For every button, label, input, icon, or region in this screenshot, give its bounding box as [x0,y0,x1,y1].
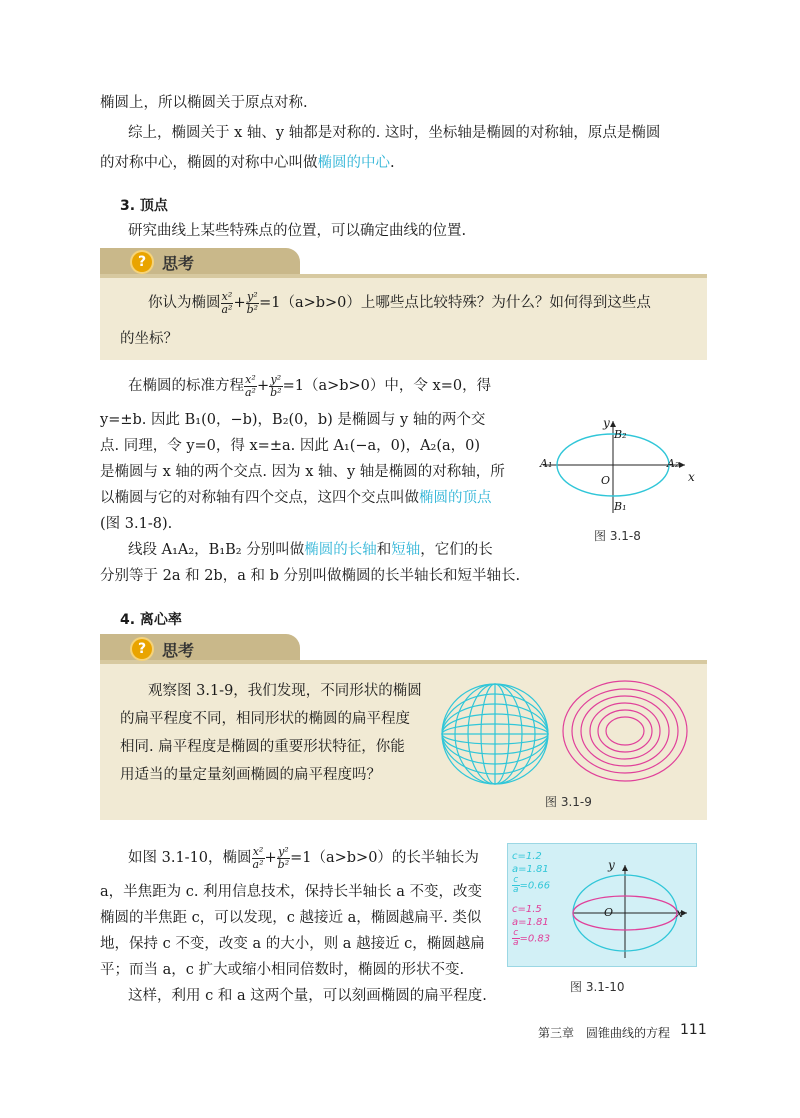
page-number: 111 [680,1022,707,1038]
think-2-title: 思考 [162,641,195,660]
section-4-heading: 4. 离心率 [120,612,182,628]
question-icon: ? [132,639,152,659]
param-c2: c=1.5 [512,904,542,915]
term-ellipse-vertex: 椭圆的顶点 [419,490,492,506]
ecc-line-2: a，半焦距为 c. 利用信息技术，保持长半轴长 a 不变，改变 [100,884,482,900]
intro-line-3-end: . [390,155,395,171]
ecc-line-3: 椭圆的半焦距 c，可以发现，c 越接近 a，椭圆越扁平. 类似 [100,910,482,926]
fig318-b2-label: B₂ [614,428,627,441]
fig318-x-label: x [688,470,695,484]
frac-num: y² [247,289,258,303]
fraction-x2-a2 [221,291,234,316]
frac-den: a² [221,302,233,316]
think-2-line-1: 观察图 3.1-9，我们发现，不同形状的椭圆 [148,683,422,699]
think-1-title: 思考 [162,254,195,273]
question-icon: ? [132,252,152,272]
term-major-axis: 椭圆的长轴 [304,542,377,558]
ratio-value: =0.83 [519,933,551,945]
fig3110-caption: 图 3.1-10 [570,980,625,994]
frac-num: x² [245,372,256,386]
fig319-caption: 图 3.1-9 [545,795,592,809]
fig3110-y-label: y [608,858,615,872]
frac-den: a² [252,857,264,871]
frac-den: a [513,885,519,895]
ecc-line-5: 平；而当 a，c 扩大或缩小相同倍数时，椭圆的形状不变. [100,962,465,978]
y-axis-arrow [610,421,616,427]
ecc-l1-post: =1（a>b>0）的长半轴长为 [290,850,479,866]
fig3110-origin-label: O [604,906,614,919]
vertex-line-3: 点. 同理，令 y=0，得 x=±a. 因此 A₁(−a，0)，A₂(a，0) [100,438,481,454]
param-ratio-2 [512,929,550,948]
fraction-x2-a2 [252,846,265,871]
vertex-line-4: 是椭圆与 x 轴的两个交点. 因为 x 轴、y 轴是椭圆的对称轴，所 [100,464,505,480]
term-ellipse-center: 椭圆的中心 [317,155,390,171]
fig3110-x-label: x [676,906,683,920]
think-1-post: =1（a>b>0）上哪些点比较特殊？为什么？如何得到这些点 [259,295,651,311]
footer-chapter: 第三章 圆锥曲线的方程 [538,1026,671,1040]
term-minor-axis: 短轴 [391,542,421,558]
think-2-line-3: 相同. 扁平程度是椭圆的重要形状特征，你能 [120,739,405,755]
vertex-line-5 [100,485,492,511]
vertex-l7-post: ，它们的长 [420,542,493,558]
fig318-a1-label: A₁ [540,457,553,470]
fig3110-cyan-params [512,850,550,895]
vertex-l7-pre: 线段 A₁A₂，B₁B₂ 分别叫做 [128,542,305,558]
x-axis-arrow [679,462,685,468]
frac-num: y² [270,372,282,386]
ecc-line-1 [128,845,479,871]
intro-line-3-text: 的对称中心，椭圆的对称中心叫做 [100,155,318,171]
vertex-l7-mid: 和 [376,542,392,558]
vertex-l5-pre: 以椭圆与它的对称轴有四个交点，这四个交点叫做 [100,490,419,506]
plus: + [256,378,270,394]
fig318-y-label: y [603,416,610,430]
ecc-l1-pre: 如图 3.1-10，椭圆 [128,850,252,866]
frac-den: a [513,938,519,948]
frac-den: a² [245,385,256,399]
think-1-line-2: 的坐标？ [120,331,178,347]
fig318-origin-label: O [601,474,611,487]
vertex-l1-post: =1（a>b>0）中，令 x=0，得 [282,378,492,394]
vertex-line-2: y=±b. 因此 B₁(0，−b)，B₂(0，b) 是椭圆与 y 轴的两个交 [100,412,486,428]
param-c1: c=1.2 [512,851,542,862]
vertex-line-6: (图 3.1-8). [100,516,173,532]
frac-den: b² [246,302,259,316]
y-axis-arrow [622,865,628,871]
frac-den: b² [277,857,290,871]
think-2-line-4: 用适当的量定量刻画椭圆的扁平程度吗？ [120,767,381,783]
vertex-l1-pre: 在椭圆的标准方程 [128,378,244,394]
vertex-line-7 [128,537,493,563]
fig318-a2-label: A₂ [667,457,680,470]
ecc-line-4: 地，保持 c 不变，改变 a 的大小，则 a 越接近 c，椭圆越扁 [100,936,485,952]
think-2-line-2: 的扁平程度不同，相同形状的椭圆的扁平程度 [120,711,410,727]
intro-line-3 [100,150,395,176]
fig3110-magenta-params [512,903,550,948]
fraction-y2-b2 [269,374,282,399]
ratio-value: =0.66 [519,880,551,892]
same-focus-ellipses [442,684,548,784]
frac-num: x² [252,844,264,858]
section-3-line-1: 研究曲线上某些特殊点的位置，可以确定曲线的位置. [128,223,467,239]
fraction-y2-b2 [246,291,259,316]
ecc-line-6: 这样，利用 c 和 a 这两个量，可以刻画椭圆的扁平程度. [128,988,487,1004]
plus: + [233,295,246,311]
fraction-y2-b2 [277,846,290,871]
intro-line-1: 椭圆上，所以椭圆关于原点对称. [100,95,308,111]
fraction-x2-a2 [244,374,257,399]
plus: + [264,850,277,866]
frac-num: c [513,928,519,938]
think-1-pre: 你认为椭圆 [148,295,221,311]
intro-line-2: 综上，椭圆关于 x 轴、y 轴都是对称的. 这时，坐标轴是椭圆的对称轴，原点是椭圆 [128,125,661,141]
section-3-heading: 3. 顶点 [120,198,168,214]
think-1-line-1 [148,290,651,316]
figure-3-1-9 [440,676,705,796]
similar-ellipses [563,681,687,781]
frac-den: b² [270,385,282,399]
param-a1: a=1.81 [512,864,549,875]
frac-num: y² [278,844,289,858]
param-a2: a=1.81 [512,917,549,928]
frac-num: x² [221,289,233,303]
param-ratio-1 [512,876,550,895]
fig318-b1-label: B₁ [614,500,627,513]
vertex-line-8: 分别等于 2a 和 2b，a 和 b 分别叫做椭圆的长半轴长和短半轴长. [100,568,521,584]
frac-num: c [513,875,519,885]
vertex-line-1 [128,373,491,399]
fig318-caption: 图 3.1-8 [594,529,641,543]
